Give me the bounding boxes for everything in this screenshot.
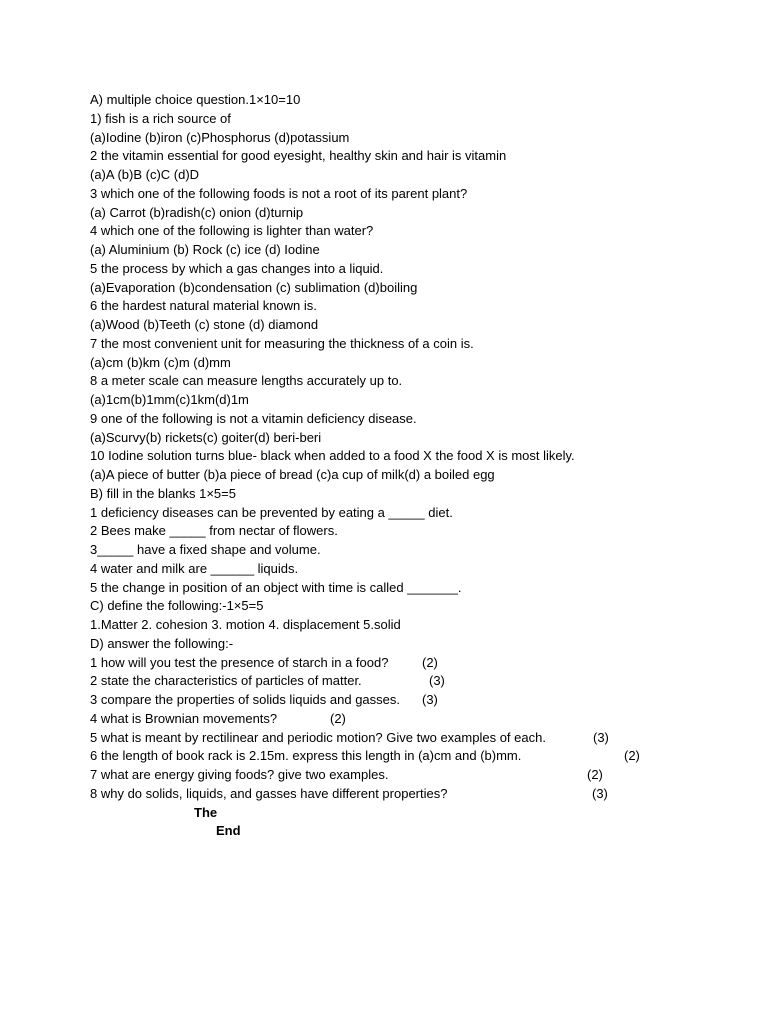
section-a-line: 9 one of the following is not a vitamin deficiency disease.: [90, 410, 417, 426]
question-text: 5 what is meant by rectilinear and periodic motion? Give two examples of each.: [90, 729, 546, 745]
section-a-line: (a)Evaporation (b)condensation (c) sublimation (d)boiling: [90, 279, 418, 295]
section-c-heading: C) define the following:-1×5=5: [90, 598, 264, 614]
section-a-line: (a)Iodine (b)iron (c)Phosphorus (d)potassium: [90, 129, 350, 145]
section-a-line: 10 Iodine solution turns blue- black when added to a food X the food X is most likely.: [90, 448, 575, 464]
section-a-line: 3 which one of the following foods is not a root of its parent plant?: [90, 185, 468, 201]
question-text: 2 state the characteristics of particles of matter.: [90, 673, 362, 689]
section-b-line: 3_____ have a fixed shape and volume.: [90, 542, 321, 557]
question-marks: (2): [422, 654, 438, 670]
end-word-the: [90, 804, 750, 823]
question-row: [90, 729, 750, 748]
section-a-line: (a)1cm(b)1mm(c)1km(d)1m: [90, 392, 249, 407]
question-marks: (2): [587, 767, 603, 782]
section-a-line: (a)cm (b)km (c)m (d)mm: [90, 354, 231, 370]
section-b-line: 1 deficiency diseases can be prevented by eating a _____ diet.: [90, 504, 453, 520]
question-row: [90, 710, 750, 729]
question-marks: (3): [592, 785, 608, 801]
question-row: [90, 691, 750, 710]
section-a-line: 8 a meter scale can measure lengths accurately up to.: [90, 373, 403, 389]
section-a-line: 7 the most convenient unit for measuring the thickness of a coin is.: [90, 335, 474, 351]
question-paper: [90, 91, 750, 841]
section-a-line: 2 the vitamin essential for good eyesight, healthy skin and hair is vitamin: [90, 148, 507, 164]
section-a-line: (a)Wood (b)Teeth (c) stone (d) diamond: [90, 317, 319, 332]
section-a-heading: A) multiple choice question.1×10=10: [90, 92, 301, 107]
question-row: [90, 766, 750, 785]
question-marks: (3): [429, 673, 445, 689]
end-text-the: The: [194, 804, 218, 820]
section-c-line: 1.Matter 2. cohesion 3. motion 4. displacement 5.solid: [90, 617, 401, 632]
section-b-line: 5 the change in position of an object with time is called _______.: [90, 579, 462, 595]
section-a-line: (a)A piece of butter (b)a piece of bread (c)a cup of milk(d) a boiled egg: [90, 467, 495, 482]
question-row: [90, 654, 750, 673]
question-marks: (3): [422, 692, 438, 707]
question-text: 4 what is Brownian movements?: [90, 710, 278, 726]
question-row: [90, 785, 750, 804]
section-b-line: 2 Bees make _____ from nectar of flowers.: [90, 523, 338, 539]
section-a-line: (a)Scurvy(b) rickets(c) goiter(d) beri-beri: [90, 429, 322, 445]
section-b-heading: B) fill in the blanks 1×5=5: [90, 485, 236, 501]
question-row: [90, 672, 750, 691]
section-a-line: (a) Carrot (b)radish(c) onion (d)turnip: [90, 204, 304, 220]
section-a-line: (a)A (b)B (c)C (d)D: [90, 167, 200, 182]
question-text: 7 what are energy giving foods? give two examples.: [90, 767, 389, 782]
end-word-end: [90, 822, 750, 841]
section-a-line: 6 the hardest natural material known is.: [90, 298, 317, 314]
question-marks: (2): [330, 710, 346, 726]
question-text: 1 how will you test the presence of starch in a food?: [90, 654, 389, 670]
section-d-heading: D) answer the following:-: [90, 635, 234, 651]
section-b-line: 4 water and milk are ______ liquids.: [90, 560, 299, 576]
question-marks: (2): [624, 748, 640, 764]
section-a-line: 5 the process by which a gas changes into a liquid.: [90, 260, 384, 276]
question-text: 8 why do solids, liquids, and gasses have different properties?: [90, 785, 448, 801]
section-a-line: (a) Aluminium (b) Rock (c) ice (d) Iodine: [90, 242, 320, 257]
end-text-end: End: [216, 823, 241, 839]
question-marks: (3): [593, 729, 609, 745]
question-row: [90, 747, 750, 766]
section-a-line: 4 which one of the following is lighter than water?: [90, 223, 374, 239]
question-text: 3 compare the properties of solids liquids and gasses.: [90, 692, 401, 707]
question-text: 6 the length of book rack is 2.15m. express this length in (a)cm and (b)mm.: [90, 748, 522, 764]
section-a-line: 1) fish is a rich source of: [90, 110, 231, 126]
